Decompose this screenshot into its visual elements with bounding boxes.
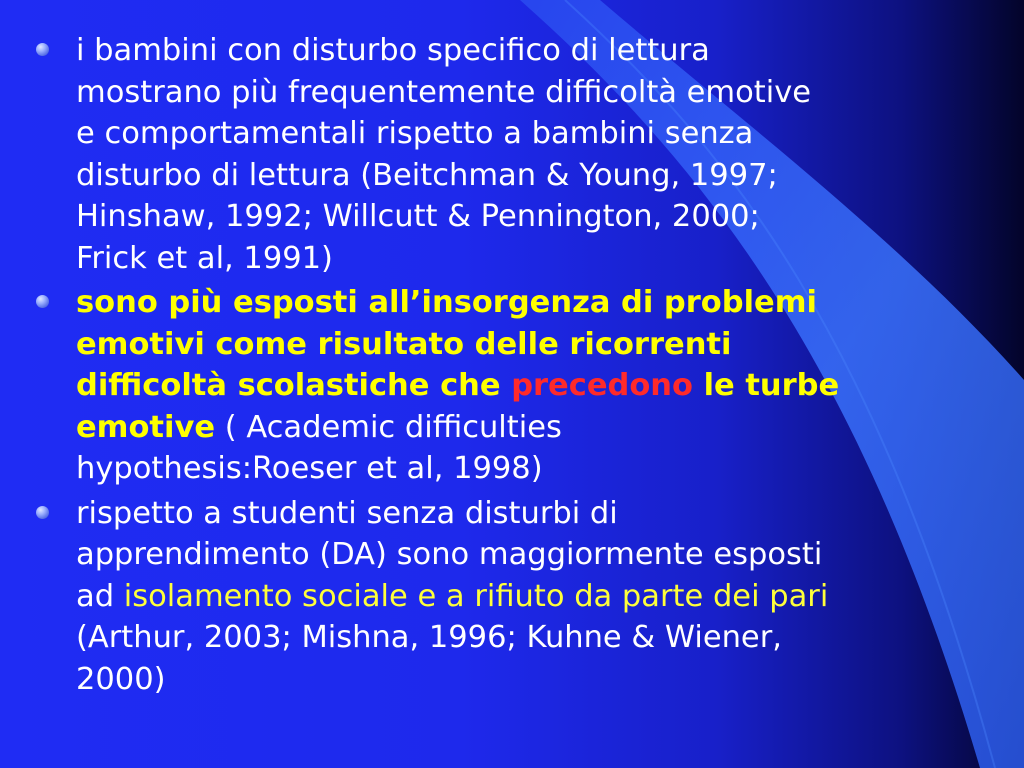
bullet-text — [76, 282, 998, 490]
bullet-item — [36, 282, 998, 490]
bullet-text-segment: ( Academic difficulties hypothesis:Roeser et al, 1998) — [76, 409, 562, 486]
bullet-icon — [36, 43, 49, 56]
bullet-icon — [36, 506, 49, 519]
bullet-text-segment: isolamento sociale e a rifiuto da parte dei pari — [123, 578, 829, 614]
bullet-text-segment: (Arthur, 2003; Mishna, 1996; Kuhne & Wiener, 2000) — [76, 620, 782, 697]
bullet-item — [36, 493, 998, 701]
bullet-text — [76, 30, 998, 279]
bullet-item — [36, 30, 998, 279]
bullet-text-segment: i bambini con disturbo specifico di lettura mostrano più frequentemente difficoltà emotive e comportamentali rispetto a bambini senza disturbo di lettura (Beitchman & Young, 1997; Hinshaw, 1992; Willcutt & Pennington, 2000; Frick et al, 1991) — [76, 33, 812, 276]
bullet-text — [76, 493, 998, 701]
slide-content — [36, 30, 998, 703]
bullet-text-segment: le turbe emotive — [76, 368, 840, 445]
bullet-text-segment: precedono — [511, 368, 693, 403]
bullet-text-segment: rispetto a studenti senza disturbi di apprendimento (DA) sono maggiormente esposti ad — [76, 495, 823, 614]
bullet-icon — [36, 295, 49, 308]
bullet-text-segment: sono più esposti all’insorgenza di problemi emotivi come risultato delle ricorrenti difficoltà scolastiche che — [76, 285, 817, 403]
